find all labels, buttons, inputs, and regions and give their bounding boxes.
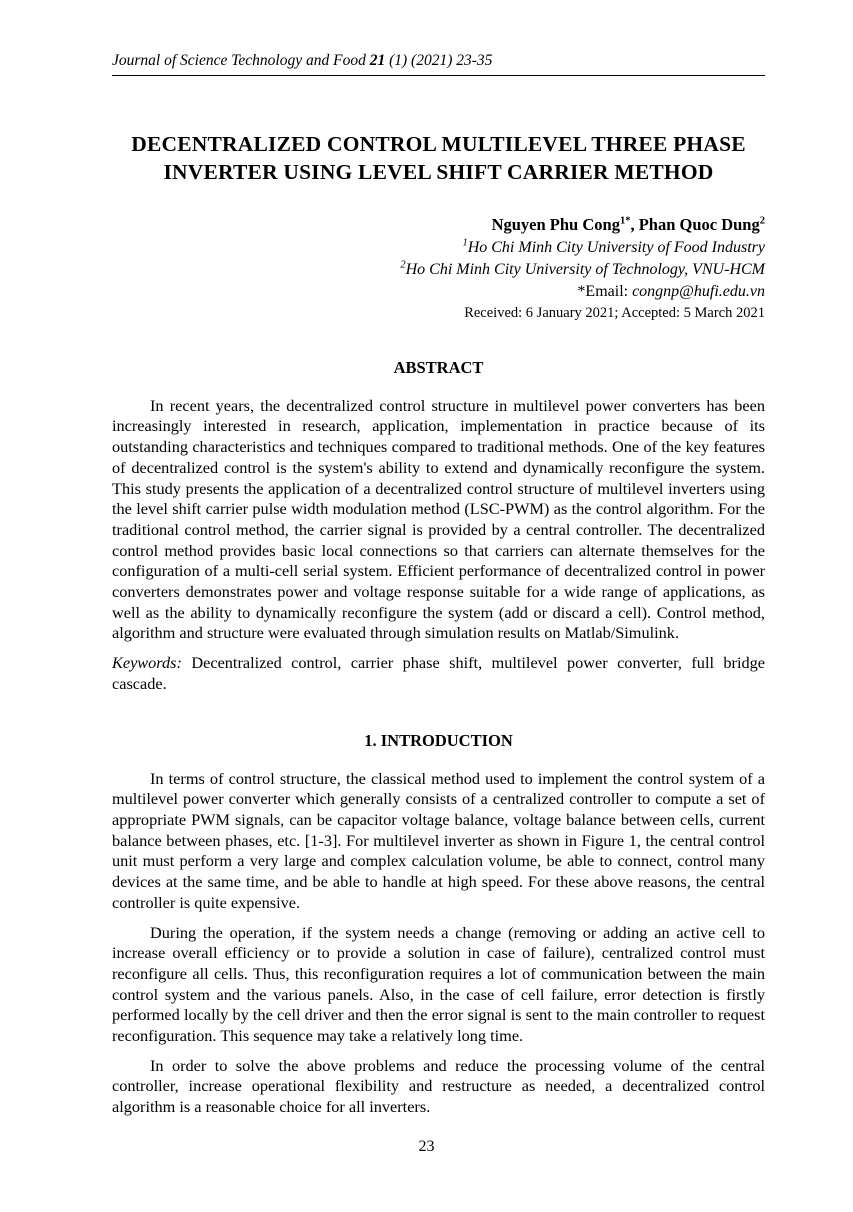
affiliation-2-text: Ho Chi Minh City University of Technology, VNU-HCM xyxy=(405,260,765,278)
introduction-paragraph-1: In terms of control structure, the classical method used to implement the control system of a multilevel power converter which generally consists of a centralized controller to compute a set of appropriate PWM signals, can be capacitor voltage balance, voltage balance between cells, current balance between phases, etc. [1-3]. For multilevel inverter as shown in Figure 1, the central control unit must perform a very large and complex calculation volume, be able to connect, control many devices at the same time, and be able to handle at high speed. For these above reasons, the central controller is quite expensive. xyxy=(112,768,765,912)
author-1-name: Nguyen Phu Cong xyxy=(491,214,620,234)
introduction-heading: 1. INTRODUCTION xyxy=(364,730,513,750)
page-content xyxy=(112,52,765,1127)
authors-separator: , xyxy=(630,214,639,234)
email-line xyxy=(112,283,765,301)
affiliation-2-superscript: 2 xyxy=(400,259,406,271)
introduction-paragraph-3: In order to solve the above problems and reduce the processing volume of the central controller, increase operational flexibility and restructure as needed, a decentralized control algorithm is a reasonable choice for all inverters. xyxy=(112,1055,765,1117)
journal-name: Journal of Science Technology and Food xyxy=(112,52,370,69)
affiliation-2 xyxy=(112,261,765,279)
keywords-line xyxy=(112,653,765,694)
abstract-heading: ABSTRACT xyxy=(393,357,484,377)
affiliation-1 xyxy=(112,239,765,257)
author-block xyxy=(112,215,765,322)
journal-header xyxy=(112,52,765,76)
abstract-paragraph: In recent years, the decentralized control structure in multilevel power converters has been increasingly interested in research, application, implementation in practice because of its outstanding characteristics and techniques compared to traditional methods. One of the key features of decentralized control is the system's ability to extend and dynamically reconfigure the system. This study presents the application of a decentralized control structure of multilevel inverters using the level shift carrier pulse width modulation method (LSC-PWM) as the control algorithm. For the traditional control method, the carrier signal is provided by a central controller. The decentralized control method provides basic local connections so that carriers can alternate themselves for the configuration of a multi-cell serial system. Efficient performance of decentralized control in power converters demonstrates power and voltage response suitable for a wide range of applications, as well as the ability to dynamically reconfigure the system (add or discard a cell). Control method, algorithm and structure were evaluated through simulation results on Matlab/Simulink. xyxy=(112,395,765,643)
affiliation-1-superscript: 1 xyxy=(462,237,468,249)
authors-line xyxy=(112,215,765,235)
journal-issue-pages: (1) (2021) 23-35 xyxy=(385,52,493,69)
author-2-superscript: 2 xyxy=(759,215,765,227)
introduction-paragraph-2: During the operation, if the system needs a change (removing or adding an active cell to increase overall efficiency or to provide a solution in case of failure), centralized control must reconfigure all cells. Thus, this reconfiguration requires a lot of communication between the main control system and the various panels. Also, in the case of cell failure, error detection is firstly performed locally by the cell driver and then the error signal is sent to the main controller to request reconfiguration. This sequence may take a relatively long time. xyxy=(112,922,765,1046)
email-label: *Email: xyxy=(577,282,633,300)
keywords-label: Keywords: xyxy=(112,653,192,673)
page-number: 23 xyxy=(418,1138,435,1155)
received-accepted-line: Received: 6 January 2021; Accepted: 5 March 2021 xyxy=(464,304,765,321)
email-address: congnp@hufi.edu.vn xyxy=(632,282,765,300)
affiliation-1-text: Ho Chi Minh City University of Food Industry xyxy=(467,238,765,256)
keywords-text: Decentralized control, carrier phase shift, multilevel power converter, full bridge cascade. xyxy=(112,653,765,693)
author-2-name: Phan Quoc Dung xyxy=(638,214,760,234)
paper-title: DECENTRALIZED CONTROL MULTILEVEL THREE PHASE INVERTER USING LEVEL SHIFT CARRIER METHOD xyxy=(131,132,746,185)
journal-volume: 21 xyxy=(369,52,386,69)
author-1-superscript: 1* xyxy=(619,215,631,227)
